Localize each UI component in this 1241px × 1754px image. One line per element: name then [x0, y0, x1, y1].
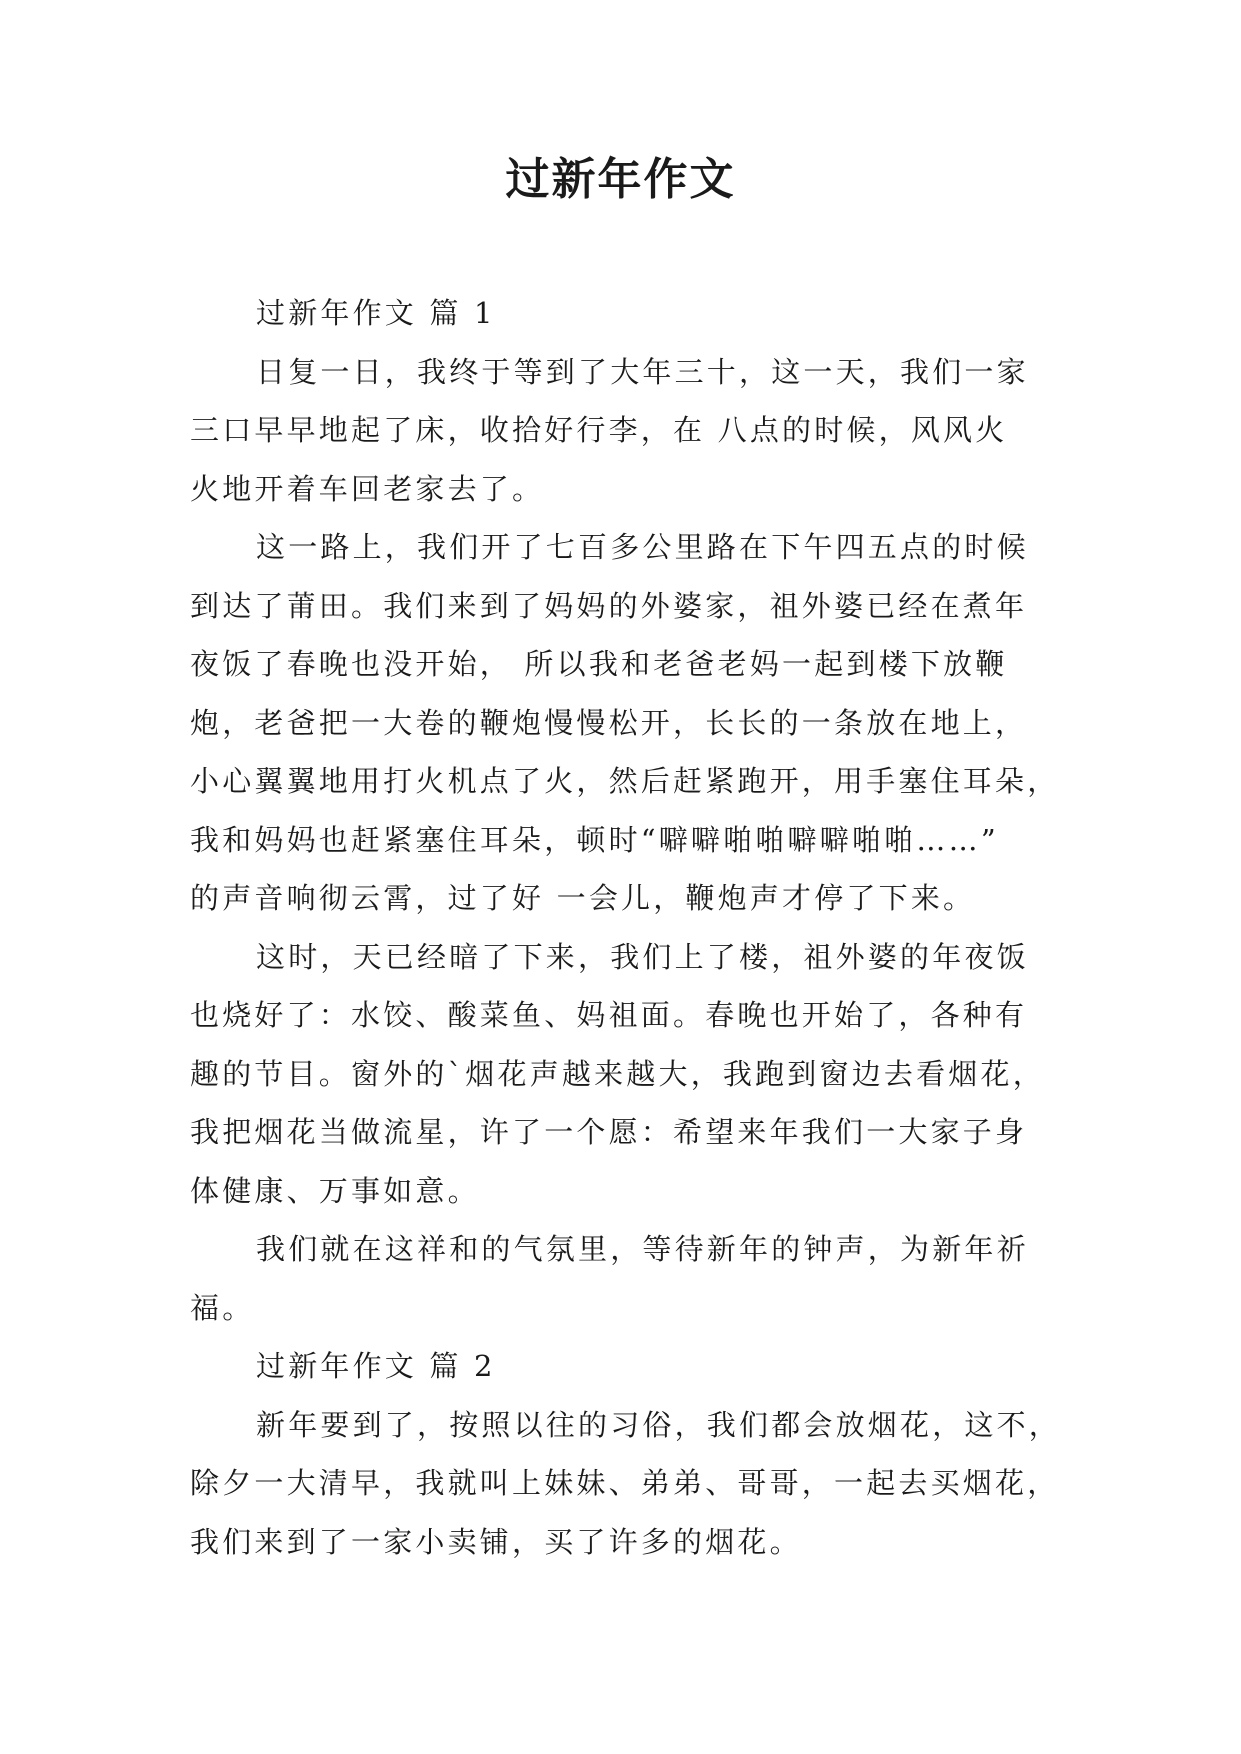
section-heading-1: 过新年作文 篇 1: [256, 296, 496, 330]
paragraph-line: 也烧好了：水饺、酸菜鱼、妈祖面。春晚也开始了，各种有: [190, 998, 1028, 1032]
section-heading-2: 过新年作文 篇 2: [256, 1349, 496, 1383]
paragraph-line: 这一路上，我们开了七百多公里路在下午四五点的时候: [256, 530, 1029, 564]
paragraph-line: 我们就在这祥和的气氛里，等待新年的钟声，为新年祈: [256, 1232, 1029, 1266]
paragraph-line: 新年要到了，按照以往的习俗，我们都会放烟花，这不，: [256, 1407, 1062, 1442]
paragraph-line: 我把烟花当做流星，许了一个愿：希望来年我们一大家子身: [190, 1115, 1028, 1149]
paragraph-line: 夜饭了春晚也没开始， 所以我和老爸老妈一起到楼下放鞭: [190, 647, 1008, 681]
paragraph-line: 我们来到了一家小卖铺，买了许多的烟花。: [190, 1524, 802, 1559]
paragraph-line: 趣的节目。窗外的`烟花声越来越大，我跑到窗边去看烟花，: [190, 1056, 1045, 1091]
paragraph-line: 我和妈妈也赶紧塞住耳朵，顿时“噼噼啪啪噼噼啪啪……”: [190, 822, 999, 857]
paragraph-line: 福。: [190, 1290, 255, 1325]
paragraph-line: 除夕一大清早，我就叫上妹妹、弟弟、哥哥，一起去买烟花，: [190, 1466, 1060, 1500]
document-body: [190, 284, 1062, 1571]
document-title: 过新年作文: [505, 154, 736, 205]
paragraph-line: 小心翼翼地用打火机点了火，然后赶紧跑开，用手塞住耳朵，: [190, 764, 1060, 798]
paragraph-line: 日复一日，我终于等到了大年三十，这一天，我们一家: [256, 354, 1029, 389]
paragraph-line: 炮，老爸把一大卷的鞭炮慢慢松开，长长的一条放在地上，: [190, 705, 1028, 740]
paragraph-line: 火地开着车回老家去了。: [190, 471, 545, 506]
paragraph-line: 三口早早地起了床，收拾好行李，在 八点的时候，风风火: [190, 413, 1008, 447]
paragraph-line: 体健康、万事如意。: [190, 1173, 480, 1208]
paragraph-line: 这时，天已经暗了下来，我们上了楼，祖外婆的年夜饭: [256, 939, 1029, 974]
paragraph-line: 到达了莆田。我们来到了妈妈的外婆家，祖外婆已经在煮年: [190, 588, 1028, 623]
paragraph-line: 的声音响彻云霄，过了好 一会儿，鞭炮声才停了下来。: [190, 881, 976, 915]
